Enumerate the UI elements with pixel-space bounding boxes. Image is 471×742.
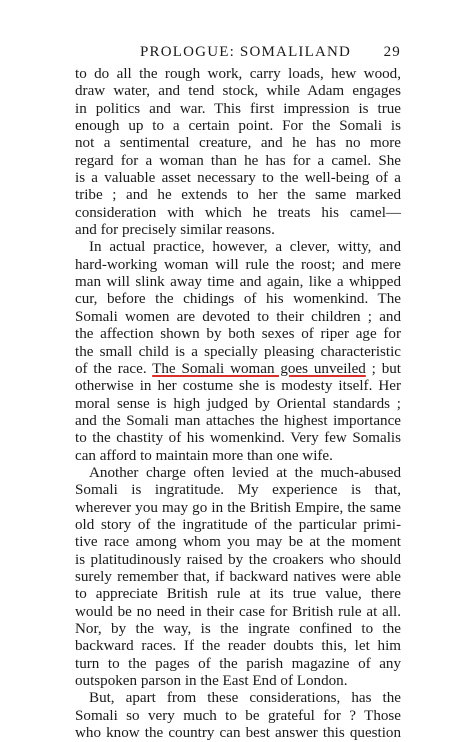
text-line: to appreciate British rule at its true value, there — [75, 586, 401, 603]
body-text — [75, 66, 401, 742]
text-line-content: In actual practice, however, a clever, witty, and — [89, 239, 401, 256]
text-fragment: ; but — [365, 360, 401, 377]
paragraph — [75, 465, 401, 690]
text-line: Nor, by the way, is the ingrate confined to the — [75, 621, 401, 637]
text-line: enough up to a certain point. For the Somali is — [75, 118, 401, 135]
text-line: backward races. If the reader doubts this, let him — [75, 638, 401, 655]
text-line: is platitudinously raised by the croakers who should — [75, 551, 401, 568]
text-line: the small child is a specially pleasing characteristic — [75, 343, 401, 360]
page-number: 29 — [383, 44, 401, 60]
text-line: who know the country can best answer this question — [75, 725, 401, 742]
text-line: wherever you may go in the British Empire, the same — [75, 499, 401, 516]
text-line: turn to the pages of the parish magazine of any — [75, 655, 401, 672]
text-line: hard-working woman will rule the roost; and mere — [75, 256, 401, 273]
text-line-with-underline — [75, 361, 401, 378]
text-line: Somali so very much to be grateful for ? Those — [75, 707, 401, 724]
text-line: would be no need in their case for British rule at all. — [75, 603, 401, 620]
text-line: regard for a woman than he has for a camel. She — [75, 152, 401, 169]
text-line: tribe ; and he extends to her the same marked — [75, 187, 401, 204]
text-line: man will slink away time and again, like a whipped — [75, 274, 401, 291]
running-head: PROLOGUE: SOMALILAND — [140, 44, 352, 60]
text-line: otherwise in her costume she is modesty itself. Her — [75, 378, 401, 395]
paragraph — [75, 239, 401, 464]
text-line: and for precisely similar reasons. — [75, 222, 275, 239]
text-line: not a sentimental creature, and he has no more — [75, 135, 401, 152]
text-line: Somali women are devoted to their children ; and — [75, 308, 401, 325]
text-line: draw water, and tend stock, while Adam engages — [75, 83, 401, 100]
text-line: is a valuable asset necessary to the well-being of a — [75, 170, 401, 187]
text-fragment: of the race. — [75, 360, 153, 377]
text-line: surely remember that, if backward natives were able — [75, 568, 401, 585]
text-line-content: Another charge often levied at the much-abused — [89, 464, 401, 481]
text-line: Somali is ingratitude. My experience is that, — [75, 482, 401, 499]
text-line — [75, 690, 401, 707]
text-line: can afford to maintain more than one wife. — [75, 447, 333, 464]
text-line-content: But, apart from these considerations, has the — [89, 690, 401, 707]
text-line: consideration with which he treats his camel— — [75, 204, 401, 221]
text-line: to do all the rough work, carry loads, hew wood, — [75, 66, 401, 82]
text-line: tive race among whom you may be at the moment — [75, 534, 401, 551]
text-line: cur, before the chidings of his womenkind. The — [75, 291, 401, 308]
text-line: and the Somali man attaches the highest importance — [75, 412, 401, 429]
text-line — [75, 465, 401, 482]
page-header — [140, 44, 401, 64]
text-line: moral sense is high judged by Oriental standards ; — [75, 395, 401, 412]
text-line: outspoken parson in the East End of London. — [75, 673, 348, 690]
paragraph — [75, 690, 401, 742]
text-line: in politics and war. This first impression is true — [75, 100, 401, 117]
paragraph — [75, 66, 401, 239]
text-line — [75, 239, 401, 256]
text-line: to the chastity of his womenkind. Very few Somalis — [75, 430, 401, 447]
underlined-phrase: The Somali woman goes unveiled — [152, 360, 366, 377]
text-line: old story of the ingratitude of the particular primi- — [75, 516, 401, 533]
text-line: the affection shown by both sexes of riper age for — [75, 326, 401, 343]
